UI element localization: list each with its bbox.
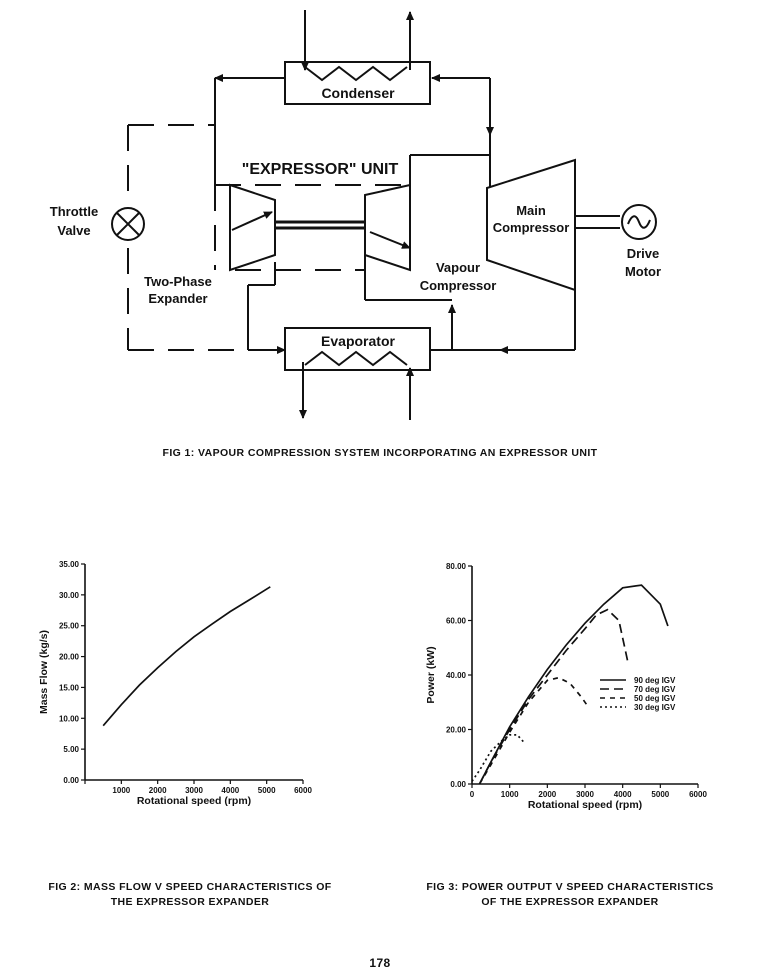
fig3-caption-line2: OF THE EXPRESSOR EXPANDER xyxy=(481,896,659,908)
y-tick-label: 40.00 xyxy=(445,671,466,680)
y-tick-label: 30.00 xyxy=(58,590,79,600)
fig1-caption: FIG 1: VAPOUR COMPRESSION SYSTEM INCORPORATING AN EXPRESSOR UNIT xyxy=(162,447,598,459)
x-tick-label: 6000 xyxy=(689,790,707,799)
series-line-0 xyxy=(103,587,270,726)
fig1-schematic xyxy=(0,0,761,460)
label-throttle-1: Throttle xyxy=(49,204,99,219)
y-axis-title: Mass Flow (kg/s) xyxy=(38,629,50,715)
fig2-chart xyxy=(0,550,340,810)
x-tick-label: 5000 xyxy=(651,790,670,799)
label-drive-2: Motor xyxy=(624,264,662,279)
x-tick-label: 3000 xyxy=(185,786,203,795)
page-number: 178 xyxy=(369,956,391,970)
fig3-chart xyxy=(390,550,760,820)
y-tick-label: 80.00 xyxy=(445,562,466,571)
y-tick-label: 25.00 xyxy=(58,621,79,631)
series-line-1 xyxy=(480,610,629,784)
x-axis-title: Rotational speed (rpm) xyxy=(136,795,252,807)
x-tick-label: 3000 xyxy=(576,790,594,799)
label-throttle-2: Valve xyxy=(57,223,91,238)
x-tick-label: 4000 xyxy=(613,790,632,799)
vapour-compressor-shape xyxy=(365,185,410,270)
y-tick-label: 20.00 xyxy=(58,652,79,662)
y-tick-label: 20.00 xyxy=(445,725,466,735)
x-tick-label: 1000 xyxy=(112,786,131,795)
y-tick-label: 60.00 xyxy=(445,616,466,626)
label-drive-1: Drive xyxy=(626,246,660,261)
legend-label-1: 70 deg IGV xyxy=(634,685,676,694)
series-line-2 xyxy=(480,678,589,784)
label-condenser: Condenser xyxy=(321,85,395,101)
fig2-caption-line2: THE EXPRESSOR EXPANDER xyxy=(110,896,270,908)
label-main-2: Compressor xyxy=(492,220,570,235)
fig3-caption-line1: FIG 3: POWER OUTPUT V SPEED CHARACTERISTICS xyxy=(426,881,714,893)
x-tick-label: 4000 xyxy=(221,786,240,795)
x-tick-label: 1000 xyxy=(500,790,519,799)
y-tick-label: 0.00 xyxy=(450,780,466,789)
label-evaporator: Evaporator xyxy=(321,333,395,349)
y-tick-label: 15.00 xyxy=(58,683,79,693)
x-tick-label: 2000 xyxy=(538,790,557,799)
y-tick-label: 10.00 xyxy=(58,714,79,724)
legend-label-0: 90 deg IGV xyxy=(634,676,676,685)
fig2-caption-line1: FIG 2: MASS FLOW V SPEED CHARACTERISTICS OF xyxy=(48,881,332,893)
y-tick-label: 35.00 xyxy=(58,560,79,569)
label-vapour-1: Vapour xyxy=(435,260,481,275)
x-tick-label: 2000 xyxy=(148,786,167,795)
label-expressor-unit: "EXPRESSOR" UNIT xyxy=(241,161,399,178)
legend-label-3: 30 deg IGV xyxy=(634,703,676,712)
label-vapour-2: Compressor xyxy=(419,278,497,293)
label-main-1: Main xyxy=(516,203,546,218)
y-tick-label: 0.00 xyxy=(63,776,79,785)
label-two-phase-2: Expander xyxy=(148,291,208,306)
y-tick-label: 5.00 xyxy=(63,745,79,755)
x-tick-label: 6000 xyxy=(294,786,312,795)
legend-label-2: 50 deg IGV xyxy=(634,694,676,703)
x-axis-title: Rotational speed (rpm) xyxy=(527,799,643,811)
label-two-phase-1: Two-Phase xyxy=(144,274,212,289)
x-tick-label: 0 xyxy=(469,790,475,799)
series-line-3 xyxy=(472,735,525,781)
y-axis-title: Power (kW) xyxy=(425,646,437,704)
x-tick-label: 5000 xyxy=(257,786,276,795)
